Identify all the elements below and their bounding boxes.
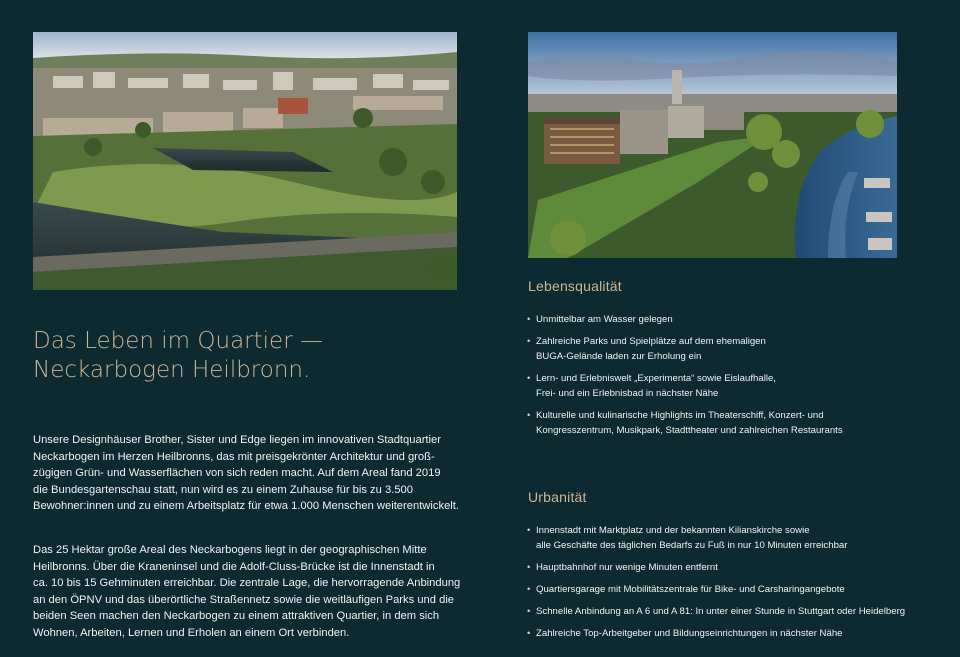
text-line: Bewohner:innen und zu einem Arbeitsplatz für etwa 1.000 Menschen weiterentwickelt. bbox=[33, 500, 459, 513]
list-item-line: • Zahlreiche Parks und Spielplätze auf dem ehemaligen bbox=[536, 336, 766, 347]
list-item bbox=[527, 582, 905, 597]
list-item bbox=[527, 626, 905, 641]
riverside-photo bbox=[528, 32, 897, 258]
list-item bbox=[527, 560, 905, 575]
list-item-line: • Innenstadt mit Marktplatz und der bekannten Kilianskirche sowie bbox=[536, 525, 810, 536]
text-line: beiden Seen machen den Neckarbogen zu einem attraktiven Quartier, in dem sich bbox=[33, 610, 440, 623]
list-item-line: • Kulturelle und kulinarische Highlights im Theaterschiff, Konzert- und bbox=[536, 410, 824, 421]
headline-line-1: Das Leben im Quartier — bbox=[33, 328, 323, 354]
intro-paragraph-1 bbox=[33, 432, 463, 515]
page-headline bbox=[33, 327, 453, 385]
list-item-line: • Zahlreiche Top-Arbeitgeber und Bildungseinrichtungen in nächster Nähe bbox=[536, 628, 843, 639]
list-item bbox=[527, 334, 843, 364]
list-item-line: • Schnelle Anbindung an A 6 und A 81: In unter einer Stunde in Stuttgart oder Heidelberg bbox=[536, 606, 906, 617]
text-line: an den ÖPNV und das überörtliche Straßennetz sowie die weitläufigen Parks und die bbox=[33, 593, 455, 606]
list-item-line: Kongresszentrum, Musikpark, Stadttheater und zahlreichen Restaurants bbox=[536, 425, 843, 436]
list-item bbox=[527, 312, 843, 327]
lebensqualitaet-list bbox=[527, 312, 843, 445]
list-item bbox=[527, 408, 843, 438]
text-line: Wohnen, Arbeiten, Lernen und Erholen an einem Ort verbinden. bbox=[33, 626, 350, 639]
list-item-line: • Unmittelbar am Wasser gelegen bbox=[536, 314, 673, 325]
list-item-line: • Quartiersgarage mit Mobilitätszentrale für Bike- und Carsharingangebote bbox=[536, 584, 845, 595]
list-item-line: BUGA-Gelände laden zur Erholung ein bbox=[536, 351, 702, 362]
intro-paragraph-2 bbox=[33, 542, 463, 642]
list-item bbox=[527, 371, 843, 401]
section-title-urbanitaet: Urbanität bbox=[528, 489, 587, 505]
headline-line-2: Neckarbogen Heilbronn. bbox=[33, 357, 311, 383]
list-item-line: • Lern- und Erlebniswelt „Experimenta“ sowie Eislaufhalle, bbox=[536, 373, 776, 384]
text-line: Das 25 Hektar große Areal des Neckarbogens liegt in der geographischen Mitte bbox=[33, 544, 427, 556]
text-line: zügigen Grün- und Wasserflächen von sich reden macht. Auf dem Areal fand 2019 bbox=[33, 467, 441, 480]
urbanitaet-list bbox=[527, 523, 905, 648]
text-line: Neckarbogen im Herzen Heilbronns, das mit preisgekrönter Architektur und groß- bbox=[33, 450, 435, 463]
list-item-line: alle Geschäfte des täglichen Bedarfs zu Fuß in nur 10 Minuten erreichbar bbox=[536, 540, 848, 551]
list-item-line: • Hauptbahnhof nur wenige Minuten entfernt bbox=[536, 562, 718, 573]
aerial-photo-neckarbogen bbox=[33, 32, 457, 290]
list-item bbox=[527, 523, 905, 553]
text-line: die Bundesgartenschau statt, nun wird es zu einem Zuhause für bis zu 3.500 bbox=[33, 483, 413, 496]
section-title-lebensqualitaet: Lebensqualität bbox=[528, 278, 622, 294]
text-line: ca. 10 bis 15 Gehminuten erreichbar. Die zentrale Lage, die hervorragende Anbindung bbox=[33, 577, 461, 590]
text-line: Unsere Designhäuser Brother, Sister und Edge liegen im innovativen Stadtquartier bbox=[33, 434, 441, 446]
list-item-line: Frei- und ein Erlebnisbad in nächster Nähe bbox=[536, 388, 719, 399]
text-line: Heilbronns. Über die Kraneninsel und die Adolf-Cluss-Brücke ist die Innenstadt in bbox=[33, 560, 435, 573]
list-item bbox=[527, 604, 905, 619]
